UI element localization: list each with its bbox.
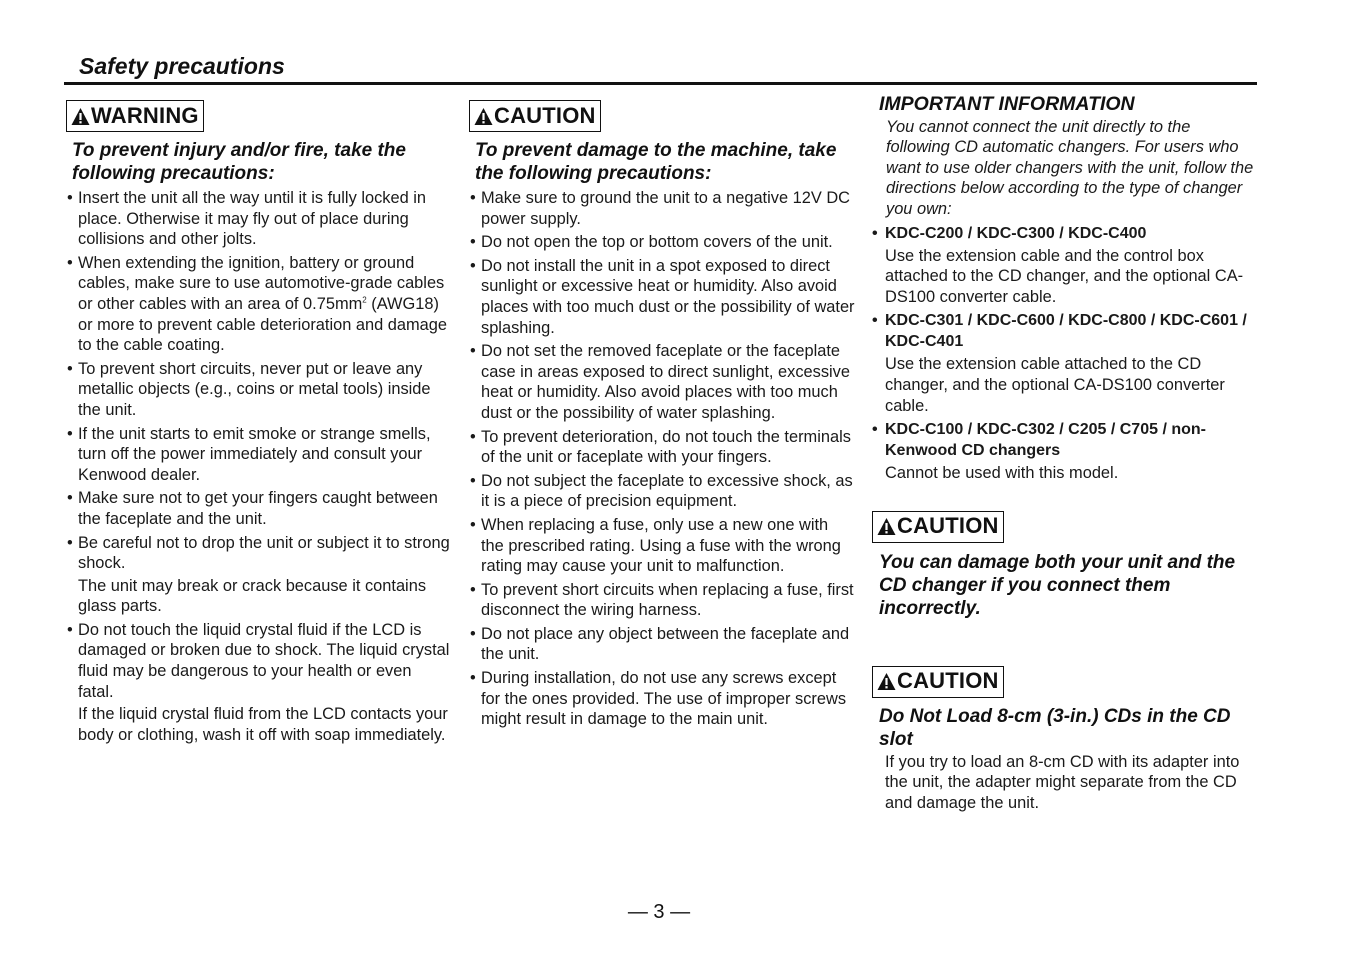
caution-item: • When replacing a fuse, only use a new one with the prescribed rating. Using a fuse with the wrong rating may cause your unit to malfunction. [469,515,855,577]
caution-cd-body: If you try to load an 8-cm CD with its adapter into the unit, the adapter might separate from the CD and damage the unit. [885,752,1240,812]
caution-label-box [872,666,1004,698]
caution-item: • To prevent deterioration, do not touch the terminals of the unit or faceplate with your fingers. [469,427,855,468]
caution-connect-lead: You can damage both your unit and the CD changer if you connect them incorrectly. [879,551,1236,619]
model-item [872,223,1258,308]
model-name: • KDC-C301 / KDC-C600 / KDC-C800 / KDC-C601 / KDC-C401 [872,310,1258,352]
page-number: — 3 — [627,901,691,923]
caution-cd-lead: Do Not Load 8-cm (3-in.) CDs in the CD slot [879,705,1231,750]
warning-item: • To prevent short circuits, never put or leave any metallic objects (e.g., coins or metal tools) inside the unit. [66,359,450,421]
important-heading: IMPORTANT INFORMATION [879,93,1135,115]
caution-label-box [872,511,1004,543]
title-rule [64,82,1257,85]
caution-item: • To prevent short circuits when replacing a fuse, first disconnect the wiring harness. [469,580,855,621]
caution-item: • Make sure to ground the unit to a negative 12V DC power supply. [469,188,855,229]
warning-item-tail: (AWG18) or more to prevent cable deterioration and damage to the cable coating. [78,294,448,355]
caution-cd-section [872,666,1258,814]
model-name: • KDC-C200 / KDC-C300 / KDC-C400 [872,223,1258,244]
warning-section [66,100,450,748]
warning-lead: To prevent injury and/or fire, take the following precautions: [72,140,406,184]
warning-item: • If the unit starts to emit smoke or strange smells, turn off the power immediately and consult your Kenwood dealer. [66,424,450,486]
caution-machine-section [469,100,855,733]
caution-machine-lead: To prevent damage to the machine, take the following precautions: [475,140,837,184]
warning-triangle-icon [71,107,90,126]
model-desc: Cannot be used with this model. [885,464,1119,483]
warning-item-note: The unit may break or crack because it contains glass parts. [78,576,427,616]
important-intro: You cannot connect the unit directly to the following CD automatic changers. For users who want to use older changers with the unit, follow the directions below according to the type of changer you own: [886,117,1254,218]
warning-item [66,253,450,356]
caution-item: • During installation, do not use any screws except for the ones provided. The use of improper screws might result in damage to the main unit. [469,668,855,730]
caution-item: • Do not place any object between the faceplate and the unit. [469,624,855,665]
warning-triangle-icon [877,672,896,691]
caution-connect-section [872,511,1258,620]
caution-label-box [469,100,601,132]
caution-label: CAUTION [494,102,596,128]
warning-item [66,533,450,617]
page-title: Safety precautions [79,53,285,79]
caution-label: CAUTION [897,513,999,539]
warning-item-text: Be careful not to drop the unit or subject it to strong shock. [78,533,450,573]
warning-item-text: Do not touch the liquid crystal fluid if the LCD is damaged or broken due to shock. The liquid crystal fluid may be dangerous to your health or even fatal. [78,620,450,701]
warning-item [66,620,450,746]
caution-item: • Do not install the unit in a spot exposed to direct sunlight or excessive heat or humidity. Also avoid places with too much dust or the possibility of water splashing. [469,256,855,338]
warning-item-note: If the liquid crystal fluid from the LCD contacts your body or clothing, wash it off with soap immediately. [78,705,448,744]
warning-label: WARNING [91,102,199,128]
model-item [872,310,1258,416]
warning-item: • Make sure not to get your fingers caught between the faceplate and the unit. [66,488,450,529]
warning-triangle-icon [877,517,896,536]
warning-list [66,188,450,745]
caution-item: • Do not set the removed faceplate or the faceplate case in areas exposed to direct sunlight, excessive heat or humidity. Also avoid places with too much dust or the possibility of water splashing. [469,341,855,423]
warning-label-box [66,100,204,132]
model-desc: Use the extension cable and the control box attached to the CD changer, and the optional CA-DS100 converter cable. [885,246,1244,306]
model-item [872,419,1258,484]
warning-triangle-icon [474,107,493,126]
caution-label: CAUTION [897,668,999,694]
warning-item-text: When extending the ignition, battery or ground cables, make sure to use automotive-grade cables or other cables with an area of 0.75mm [78,253,445,313]
caution-item: • Do not subject the faceplate to excessive shock, as it is a piece of precision equipment. [469,471,855,512]
warning-item: • Insert the unit all the way until it is fully locked in place. Otherwise it may fly out of place during collisions and other jolts. [66,188,450,250]
important-section [872,94,1258,814]
model-desc: Use the extension cable attached to the CD changer, and the optional CA-DS100 converter cable. [885,355,1225,415]
caution-machine-list [469,188,855,730]
model-name: • KDC-C100 / KDC-C302 / C205 / C705 / non-Kenwood CD changers [872,419,1258,461]
superscript: 2 [362,295,367,305]
caution-item: • Do not open the top or bottom covers of the unit. [469,232,855,253]
